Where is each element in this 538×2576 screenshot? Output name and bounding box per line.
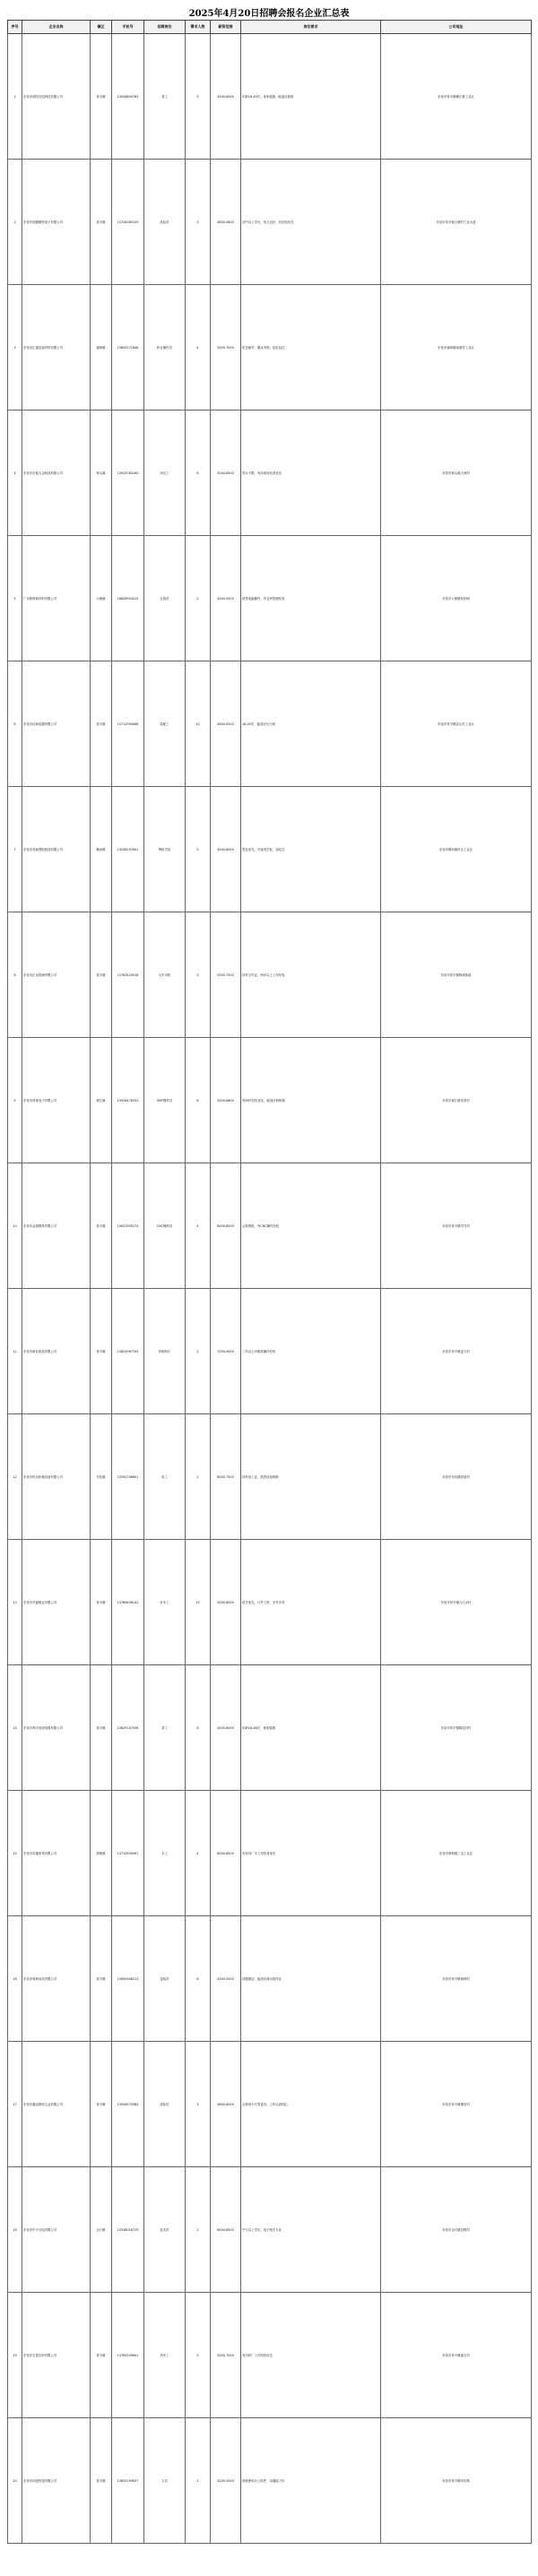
headcount: 5 (186, 2293, 211, 2418)
town: 常平镇 (91, 661, 112, 787)
salary-range: 4300-5500 (211, 1916, 241, 2042)
header-count: 需求人数 (186, 21, 211, 34)
table-row (8, 536, 532, 661)
company-address: 东莞市常平镇漱旧村 (381, 2042, 532, 2167)
headcount: 2 (186, 536, 211, 661)
town: 常平镇 (91, 2293, 112, 2418)
company-name: 东莞市科莱电子有限公司 (22, 1038, 91, 1163)
company-name: 东莞市佳和电器有限公司 (22, 661, 91, 787)
row-index: 16 (8, 1916, 22, 2042)
town: 常平镇 (91, 912, 112, 1038)
town: 企石镇 (91, 2167, 112, 2293)
row-index: 11 (8, 1289, 22, 1414)
salary-range: 4500-6000 (211, 34, 241, 160)
job-requirements: 熟手优先，计件工资，多劳多得 (241, 1540, 381, 1665)
table-row (8, 661, 532, 787)
company-address: 东莞市厚街镇三屯工业区 (381, 1791, 532, 1916)
job-requirements: 年龄18-45岁，身体健康，能适应倒班 (241, 34, 381, 160)
salary-range: 5000-8000 (211, 1540, 241, 1665)
table-header (8, 21, 532, 34)
header-salary: 薪资范围 (211, 21, 241, 34)
headcount: 2 (186, 1289, 211, 1414)
table-row (8, 1916, 532, 2042)
town: 常平镇 (91, 1916, 112, 2042)
job-requirements: 初中以上学历，视力良好，有经验优先 (241, 160, 381, 285)
headcount: 3 (186, 160, 211, 285)
job-requirements: 年龄18-48岁，身体健康 (241, 1665, 381, 1791)
job-requirements: 有SMT经验优先，能适应两班倒 (241, 1038, 381, 1163)
company-name: 东莞市恒达机械设备有限公司 (22, 1414, 91, 1540)
town: 大朗镇 (91, 536, 112, 661)
row-index: 5 (8, 536, 22, 661)
town: 常平镇 (91, 1289, 112, 1414)
company-address: 东莞市桥头镇大洲村 (381, 411, 532, 536)
salary-range: 4500-6000 (211, 787, 241, 912)
salary-range: 4600-6200 (211, 661, 241, 787)
company-address: 东莞市常平镇朗洲村 (381, 1916, 532, 2042)
phone-number: 13829147056 (112, 1665, 144, 1791)
job-title: 仓管员 (144, 536, 186, 661)
company-address: 东莞市企石镇旧围村 (381, 2167, 532, 2293)
company-name: 东莞市利丰电线电缆有限公司 (22, 1665, 91, 1791)
row-index: 2 (8, 160, 22, 285)
company-address: 东莞市东坑镇彭屋村 (381, 1414, 532, 1540)
job-requirements: 持有电工证，熟悉设备维修 (241, 1414, 381, 1540)
header-address: 公司地址 (381, 21, 532, 34)
company-name: 东莞市同创科技有限公司 (22, 2418, 91, 2544)
table-row (8, 2167, 532, 2293)
headcount: 2 (186, 1414, 211, 1540)
job-title: 挡车工 (144, 2293, 186, 2418)
job-requirements: 三年以上印刷机操作经验 (241, 1289, 381, 1414)
job-title: CNC操机员 (144, 1163, 186, 1289)
headcount: 2 (186, 2167, 211, 2293)
phone-number: 13760839142 (112, 1540, 144, 1665)
town: 东坑镇 (91, 1414, 112, 1540)
company-name: 东莞市粤海食品有限公司 (22, 1916, 91, 2042)
row-index: 3 (8, 285, 22, 411)
job-requirements: 会看图纸，有CNC操作经验 (241, 1163, 381, 1289)
job-requirements: 吃苦耐劳，服从安排，包吃包住 (241, 285, 381, 411)
phone-number: 13650948213 (112, 1916, 144, 2042)
company-address: 东莞市常平镇板石村 (381, 2293, 532, 2418)
salary-range: 4500-6000 (211, 1665, 241, 1791)
headcount: 5 (186, 34, 211, 160)
company-name: 东莞市正达物流有限公司 (22, 912, 91, 1038)
town: 常平镇 (91, 2418, 112, 2544)
row-index: 4 (8, 411, 22, 536)
company-address: 东莞市黄江镇田美村 (381, 1038, 532, 1163)
job-title: 技术员 (144, 2167, 186, 2293)
row-index: 13 (8, 1540, 22, 1665)
table-row (8, 2042, 532, 2167)
salary-range: 5000-7000 (211, 285, 241, 411)
salary-range: 4800-6000 (211, 2042, 241, 2167)
headcount: 6 (186, 1038, 211, 1163)
row-index: 12 (8, 1414, 22, 1540)
table-row (8, 1791, 532, 1916)
phone-number: 13763420518 (112, 912, 144, 1038)
company-address: 东莞市常平镇常东路 (381, 2418, 532, 2544)
company-name: 东莞市中天光电有限公司 (22, 2167, 91, 2293)
salary-range: 6000-8000 (211, 1163, 241, 1289)
company-address: 东莞市谢岗镇南面村工业区 (381, 285, 532, 411)
job-title: 啤机学徒 (144, 787, 186, 912)
row-index: 6 (8, 661, 22, 787)
company-name: 东莞市新亚纸品有限公司 (22, 1289, 91, 1414)
job-requirements: 熟悉电脑操作，有仓库管理经验 (241, 536, 381, 661)
job-title: 文员 (144, 2418, 186, 2544)
row-index: 18 (8, 2167, 22, 2293)
headcount: 10 (186, 661, 211, 787)
salary-range: 5000-6800 (211, 1038, 241, 1163)
town: 常平镇 (91, 34, 112, 160)
phone-number: 13592746801 (112, 1414, 144, 1540)
job-requirements: 有纺织厂工作经验优先 (241, 2293, 381, 2418)
row-index: 7 (8, 787, 22, 912)
town: 厚街镇 (91, 1791, 112, 1916)
row-index: 20 (8, 2418, 22, 2544)
job-title: 印刷机长 (144, 1289, 186, 1414)
row-index: 19 (8, 2293, 22, 2418)
row-index: 15 (8, 1791, 22, 1916)
company-name: 东莞市汇通包装材料有限公司 (22, 285, 91, 411)
company-address: 东莞市常平镇袁山贝工业区 (381, 661, 532, 787)
company-address: 东莞市常平镇司马村 (381, 1163, 532, 1289)
phone-number: 13825190637 (112, 2418, 144, 2544)
town: 常平镇 (91, 1163, 112, 1289)
company-address: 东莞市常平镇九江水村 (381, 1540, 532, 1665)
headcount: 15 (186, 1540, 211, 1665)
company-name: 东莞市金源模具有限公司 (22, 1163, 91, 1289)
company-name: 东莞市欣阳光电科技有限公司 (22, 34, 91, 160)
headcount: 6 (186, 411, 211, 536)
table-row (8, 912, 532, 1038)
headcount: 3 (186, 912, 211, 1038)
company-name: 东莞市宏盛五金制品有限公司 (22, 411, 91, 536)
table-row (8, 1540, 532, 1665)
job-title: 针车工 (144, 1540, 186, 1665)
job-title: 质检员 (144, 2042, 186, 2167)
headcount: 5 (186, 787, 211, 912)
company-name: 广东联科新材料有限公司 (22, 536, 91, 661)
job-title: 品检员 (144, 160, 186, 285)
headcount: 3 (186, 2042, 211, 2167)
phone-number: 13712630497 (112, 1791, 144, 1916)
header-requirements: 岗位要求 (241, 21, 381, 34)
table-row (8, 411, 532, 536)
row-index: 14 (8, 1665, 22, 1791)
job-title: 电工 (144, 1414, 186, 1540)
town: 横沥镇 (91, 787, 112, 912)
page-title: 2025年4月20日招聘会报名企业汇总表 (188, 9, 350, 19)
town: 常平镇 (91, 1665, 112, 1791)
row-index: 1 (8, 34, 22, 160)
company-address: 东莞市常平镇麦元村 (381, 1289, 532, 1414)
phone-number: 13728365109 (112, 160, 144, 285)
town: 常平镇 (91, 160, 112, 285)
job-requirements: 男女不限，有冲床经验者优先 (241, 411, 381, 536)
table-row (8, 2418, 532, 2544)
company-address: 东莞市常平镇陈屋贝村 (381, 1665, 532, 1791)
salary-range: 4800-5800 (211, 160, 241, 285)
row-index: 8 (8, 912, 22, 1038)
header-company: 企业名称 (22, 21, 91, 34)
job-requirements: 18-45岁，能适应长白班 (241, 661, 381, 787)
salary-range: 5000-6500 (211, 411, 241, 536)
phone-number: 13926570384 (112, 2042, 144, 2167)
headcount: 4 (186, 1163, 211, 1289)
headcount: 4 (186, 285, 211, 411)
table-row (8, 285, 532, 411)
town: 桥头镇 (91, 411, 112, 536)
salary-range: 4500-5500 (211, 536, 241, 661)
company-address: 东莞市大朗镇松柏朗 (381, 536, 532, 661)
phone-number: 13926840783 (112, 34, 144, 160)
phone-number: 13926478352 (112, 1038, 144, 1163)
headcount: 4 (186, 1791, 211, 1916)
headcount: 8 (186, 1665, 211, 1791)
company-name: 东莞市鑫达精密五金有限公司 (22, 2042, 91, 2167)
header-index: 序号 (8, 21, 22, 34)
job-requirements: 会使用卡尺等量具，工作认真细心 (241, 2042, 381, 2167)
company-name: 东莞市瑞德精密电子有限公司 (22, 160, 91, 285)
company-address: 东莞市横沥镇村头工业区 (381, 787, 532, 912)
salary-range: 5500-7500 (211, 912, 241, 1038)
row-index: 17 (8, 2042, 22, 2167)
job-requirements: 中专以上学历，电子相关专业 (241, 2167, 381, 2293)
town: 谢岗镇 (91, 285, 112, 411)
job-requirements: 熟练使用办公软件，沟通能力好 (241, 2418, 381, 2544)
table-row (8, 1665, 532, 1791)
job-title: 普工 (144, 1665, 186, 1791)
job-title: 包装员 (144, 1916, 186, 2042)
phone-number: 13825067193 (112, 1289, 144, 1414)
header-row (8, 21, 532, 34)
phone-number: 13538016729 (112, 2167, 144, 2293)
table-row (8, 2293, 532, 2418)
company-name: 东莞市卓越家具有限公司 (22, 1791, 91, 1916)
salary-range: 4200-5000 (211, 2418, 241, 2544)
table-row (8, 787, 532, 912)
job-title: 装配工 (144, 661, 186, 787)
company-address: 东莞市常平镇横江厦工业区 (381, 34, 532, 160)
phone-number: 13712594086 (112, 661, 144, 787)
phone-number: 13631905274 (112, 1163, 144, 1289)
header-phone: 手机号 (112, 21, 144, 34)
phone-number: 13650271846 (112, 285, 144, 411)
salary-range: 7000-9000 (211, 1289, 241, 1414)
job-requirements: 有家具厂木工经验者优先 (241, 1791, 381, 1916)
table-row (8, 160, 532, 285)
headcount: 1 (186, 2418, 211, 2544)
headcount: 6 (186, 1916, 211, 2042)
company-name: 东莞市美嘉塑胶制品有限公司 (22, 787, 91, 912)
job-title: 普工 (144, 34, 186, 160)
company-name: 东莞市华盛鞋业有限公司 (22, 1540, 91, 1665)
phone-number: 18826903415 (112, 536, 144, 661)
recruitment-table (7, 20, 532, 2544)
row-index: 9 (8, 1038, 22, 1163)
job-title: 冲压工 (144, 411, 186, 536)
phone-number: 13925783160 (112, 411, 144, 536)
job-requirements: 持健康证，能适应流水线作业 (241, 1916, 381, 2042)
salary-range: 5000-7000 (211, 2293, 241, 2418)
company-name: 东莞市宝盈纺织有限公司 (22, 2293, 91, 2418)
town: 常平镇 (91, 1540, 112, 1665)
company-address: 东莞市常平镇土塘村工业大道 (381, 160, 532, 285)
job-requirements: 男性优先，可接受学徒，包吃住 (241, 787, 381, 912)
salary-range: 6000-8500 (211, 1791, 241, 1916)
table-row (8, 34, 532, 160)
town: 常平镇 (91, 2042, 112, 2167)
row-index: 10 (8, 1163, 22, 1289)
job-requirements: 持有叉车证，两年以上工作经验 (241, 912, 381, 1038)
table-body (8, 34, 532, 2544)
town: 黄江镇 (91, 1038, 112, 1163)
job-title: 机台操作员 (144, 285, 186, 411)
table-row (8, 1289, 532, 1414)
table-row (8, 1414, 532, 1540)
salary-range: 6000-7500 (211, 1414, 241, 1540)
job-title: SMT操作员 (144, 1038, 186, 1163)
table-row (8, 1038, 532, 1163)
header-job: 招聘岗位 (144, 21, 186, 34)
header-town: 镇区 (91, 21, 112, 34)
job-title: 叉车司机 (144, 912, 186, 1038)
phone-number: 13538297601 (112, 787, 144, 912)
company-address: 东莞市常平镇物流基地 (381, 912, 532, 1038)
table-row (8, 1163, 532, 1289)
salary-range: 6500-8500 (211, 2167, 241, 2293)
phone-number: 13763209841 (112, 2293, 144, 2418)
job-title: 木工 (144, 1791, 186, 1916)
